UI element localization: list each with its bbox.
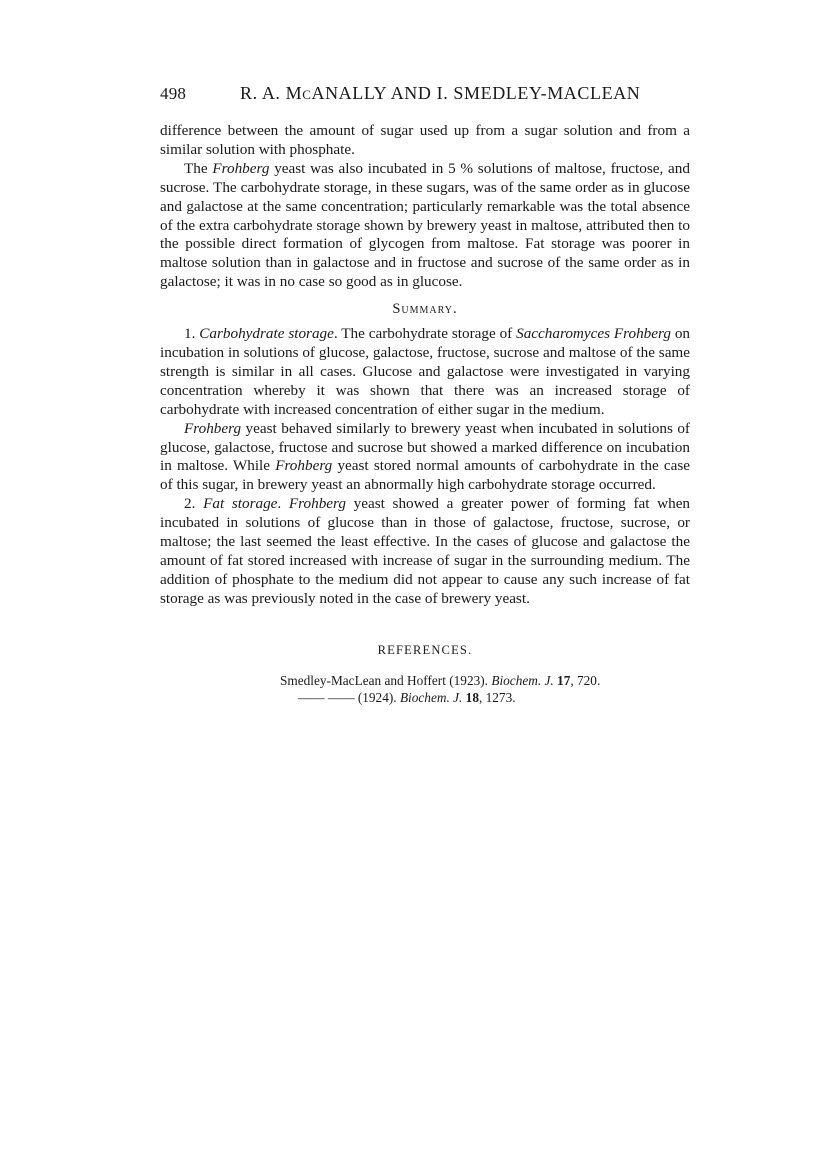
yeast-name: Frohberg — [184, 419, 242, 437]
page-header — [160, 84, 690, 114]
reference-list — [280, 672, 690, 706]
yeast-name: Frohberg — [275, 457, 333, 475]
running-title: R. A. McANALLY AND I. SMEDLEY-MACLEAN — [240, 83, 641, 103]
references-heading: REFERENCES. — [377, 642, 473, 657]
summary-item-carbohydrate-continued: Frohberg yeast behaved similarly to brewery yeast when incubated in solutions of glucose, galactose, fructose and sucrose but showed a marked difference on incubation in maltose. While Frohberg yeast stored normal amounts of carbohydrate in the case of this sugar, in brewery yeast an abnormally high carbohydrate storage occurred. — [160, 419, 690, 494]
journal-page — [160, 84, 690, 706]
summary-item-heading: Fat storage — [203, 495, 278, 513]
reference-item: —— —— (1924). Biochem. J. 18, 1273. — [298, 689, 516, 705]
summary-item-fat: 2. Fat storage. Frohberg yeast showed a greater power of forming fat when incubated in solutions of glucose than in those of galactose, fructose, sucrose, or maltose; the last seemed the least effective. In the cases of glucose and galactose the amount of fat stored increased with increase of sugar in the surrounding medium. The addition of phosphate to the medium did not appear to cause any such increase of fat storage as was previously noted in the case of brewery yeast. — [160, 495, 691, 607]
body-text — [160, 122, 690, 609]
yeast-name: Frohberg — [288, 495, 346, 513]
summary-item-carbohydrate: 1. Carbohydrate storage. The carbohydrate storage of Saccharomyces Frohberg on incubation in solutions of glucose, galactose, fructose, sucrose and maltose of the same strength is similar in all cases. Glucose and galactose were investigated in varying concentration whereby it was shown that there was an increased storage of carbohydrate with increased concentration of either sugar in the medium. — [160, 325, 690, 418]
paragraph-continuation: difference between the amount of sugar used up from a sugar solution and from a similar solution with phosphate. — [160, 122, 690, 158]
reference-item: Smedley-MacLean and Hoffert (1923). Biochem. J. 17, 720. — [280, 672, 601, 688]
yeast-name: Frohberg — [212, 159, 270, 177]
page-number: 498 — [160, 84, 187, 103]
paragraph-frohberg-sugars: The Frohberg yeast was also incubated in 5 % solutions of maltose, fructose, and sucrose. The carbohydrate storage, in these sugars, was of the same order as in glucose and galactose at the same concentration; particularly remarkable was the total absence of the extra carbohydrate storage shown by brewery yeast in maltose, attributed then to the possible direct formation of glycogen from maltose. Fat storage was poorer in maltose solution than in galactose and in fructose and sucrose of the same order as in galactose; it was in no case so good as in glucose. — [160, 159, 690, 291]
organism-name: Saccharomyces Frohberg — [516, 325, 671, 343]
summary-heading: Summary. — [392, 301, 458, 318]
summary-item-heading: Carbohydrate storage — [199, 325, 334, 343]
